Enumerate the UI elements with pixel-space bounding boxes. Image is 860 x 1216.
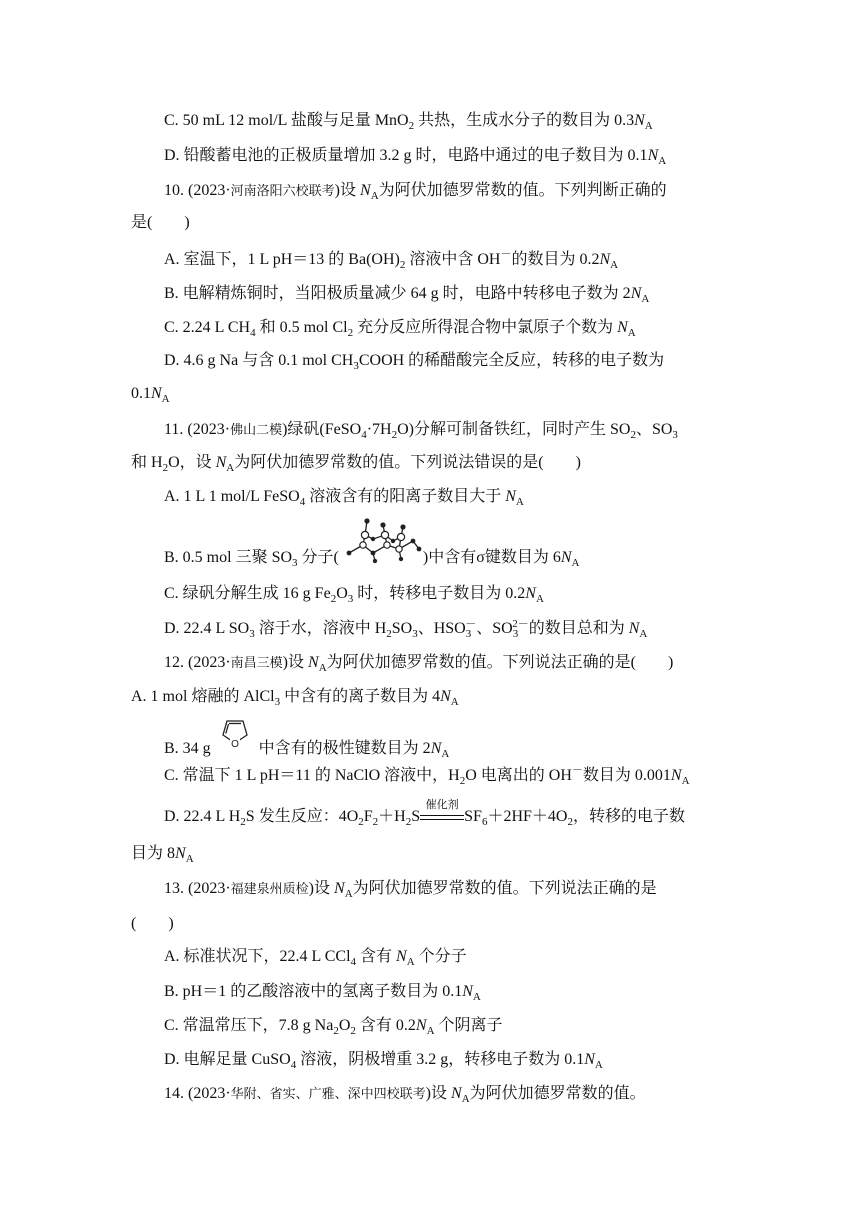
- q10-option-d-line2: $0.1N_A$: [131, 385, 170, 406]
- q10-option-c: C. 2.24 L $CH_4$ 和 0.5 mol $Cl_2$ 充分反应所得混合物中氯原子个数为 $N_A$: [164, 319, 636, 340]
- q14-stem: 14. (2023·华附、省实、广雅、深中四校联考)设 $N_A$为阿伏加德罗常数的值。: [164, 1085, 646, 1106]
- q13-option-c: C. 常温常压下，7.8 g $Na_2O_2$ 含有 $0.2N_A$ 个阴离子: [164, 1017, 503, 1038]
- q11-option-c: C. 绿矾分解生成 16 g $Fe_2O_3$ 时，转移电子数目为 $0.2N_A$: [164, 585, 544, 606]
- q12-stem: 12. (2023·南昌三模)设 $N_A$为阿伏加德罗常数的值。下列说法正确的是( ): [164, 654, 674, 675]
- q10-option-a: A. 室温下，1 L pH＝13 的 $Ba(OH)_2$ 溶液中含 OH－的数目为 $0.2N_A$: [164, 248, 619, 272]
- so3-trimer-structure-icon: [343, 515, 423, 567]
- q9-option-c: C. 50 mL 12 mol/L 盐酸与足量 MnO$_2$ 共热，生成水分子的数目为 $0.3N_A$: [164, 112, 653, 133]
- q10-option-b: B. 电解精炼铜时，当阳极质量减少 64 g 时，电路中转移电子数为 $2N_A$: [164, 285, 650, 306]
- catalyst-arrow: 催化剂: [420, 806, 464, 828]
- q13-option-d: D. 电解足量 CuSO$_4$ 溶液，阴极增重 3.2 g，转移电子数为 $0.1N_A$: [164, 1051, 603, 1072]
- q12-option-d: D. 22.4 L $H_2S$ 发生反应：$4O_2F_2+H_2S$ 催化剂 $SF_6+2HF+4O_2$，转移的电子数: [164, 798, 685, 829]
- q13-stem: 13. (2023·福建泉州质检)设 $N_A$为阿伏加德罗常数的值。下列说法正确的是: [164, 880, 657, 901]
- q12-option-d-line2: 目为 $8N_A$: [131, 845, 194, 866]
- q11-stem-line2: 和 $H_2O$，设 $N_A$为阿伏加德罗常数的值。下列说法错误的是( ): [131, 454, 581, 475]
- q11-option-d: D. 22.4 L $SO_3$ 溶于水，溶液中 $H_2SO_3$、$HSO_3^-$、$SO_3^{2-}$的数目总和为 $N_A$: [164, 617, 648, 641]
- q11-option-a: A. 1 L 1 mol/L FeSO$_4$ 溶液含有的阳离子数目大于 $N_A$: [164, 488, 524, 509]
- q9-option-d: D. 铅酸蓄电池的正极质量增加 3.2 g 时，电路中通过的电子数目为 $0.1N_A$: [164, 147, 667, 168]
- q10-stem: 10. (2023·河南洛阳六校联考)设 $N_A$为阿伏加德罗常数的值。下列判断正确的: [164, 182, 667, 203]
- svg-text:O: O: [230, 739, 239, 751]
- q10-stem-line2: 是( ): [131, 214, 190, 231]
- q11-stem: 11. (2023·佛山二模)绿矾$(FeSO_4\cdot 7H_2O)$分解可制备铁红，同时产生 $SO_2$、$SO_3$: [164, 421, 678, 442]
- q12-option-b: B. 34 g O 中含有的极性键数目为 $2N_A$: [164, 738, 449, 760]
- furan-ring-icon: [215, 713, 255, 753]
- q11-option-b: B. 0.5 mol 三聚 $SO_3$ 分子( )中含有σ键数目为 $6N_A$: [164, 547, 579, 569]
- q13-option-a: A. 标准状况下，22.4 L CCl$_4$ 含有 $N_A$ 个分子: [164, 948, 467, 969]
- q12-option-c: C. 常温下 1 L pH＝11 的 NaClO 溶液中，$H_2O$ 电离出的 OH－数目为 $0.001N_A$: [164, 764, 690, 788]
- q12-option-a: A. 1 mol 熔融的 AlCl$_3$ 中含有的离子数目为 $4N_A$: [131, 688, 459, 709]
- q13-option-b: B. pH＝1 的乙酸溶液中的氢离子数目为 $0.1N_A$: [164, 983, 481, 1004]
- q13-stem-line2: ( ): [131, 915, 174, 932]
- q10-option-d: D. 4.6 g Na 与含 0.1 mol $CH_3COOH$ 的稀醋酸完全反应，转移的电子数为: [164, 352, 665, 373]
